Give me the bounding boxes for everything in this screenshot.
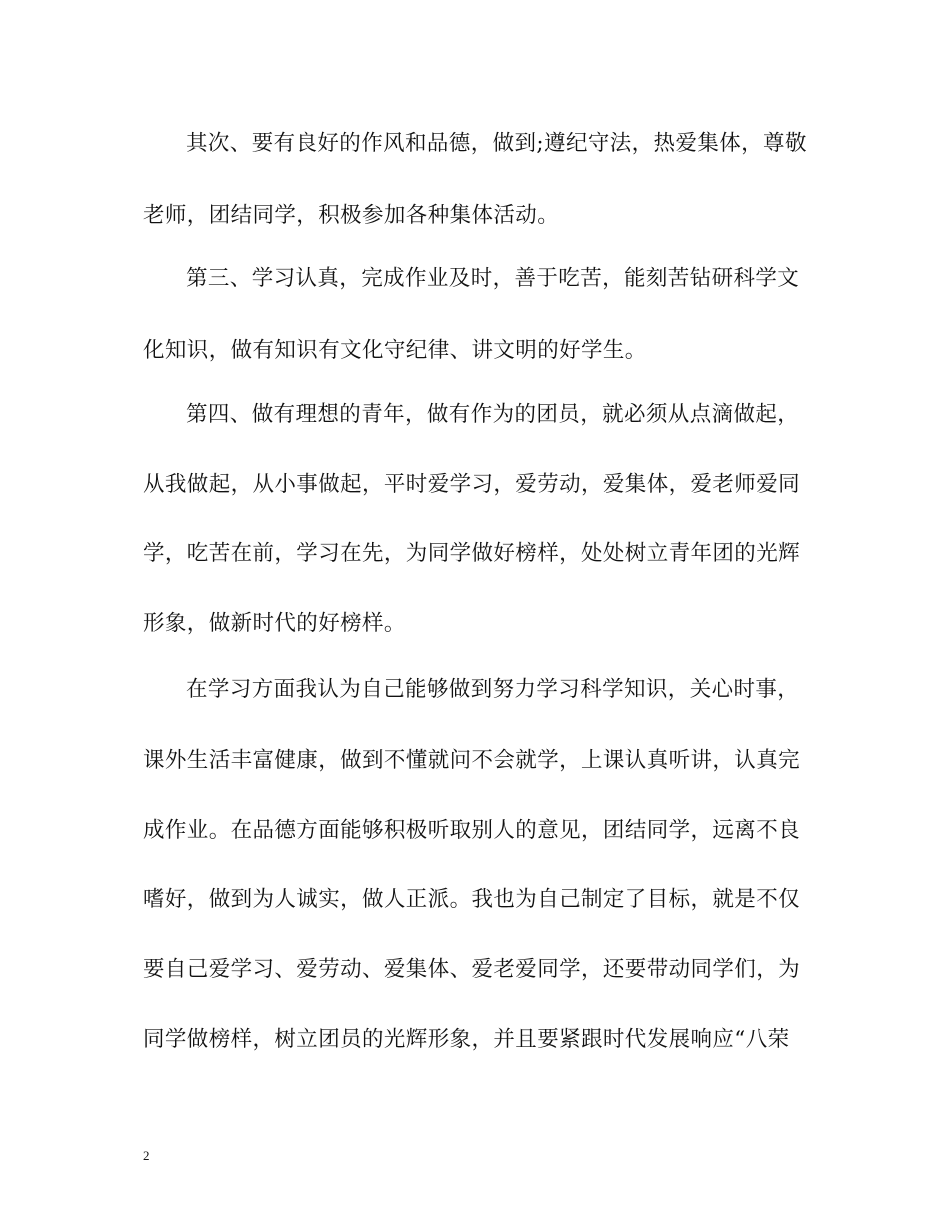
text-line: 其次、要有良好的作风和品德，做到;遵纪守法，热爱集体，尊敬 [186,131,807,156]
text-line: 学，吃苦在前，学习在先，为同学做好榜样，处处树立青年团的光辉 [143,541,801,566]
text-line: 课外生活丰富健康，做到不懂就问不会就学，上课认真听讲，认真完 [143,748,801,773]
text-line: 成作业。在品德方面能够积极听取别人的意见，团结同学，远离不良 [143,818,801,843]
text-line: 嗜好，做到为人诚实，做人正派。我也为自己制定了目标，就是不仅 [143,887,801,912]
text-line: 老师，团结同学，积极参加各种集体活动。 [143,203,560,228]
text-line: 化知识，做有知识有文化守纪律、讲文明的好学生。 [143,338,647,363]
page-number: 2 [143,1148,150,1163]
text-line: 在学习方面我认为自己能够做到努力学习科学知识，关心时事， [186,677,800,702]
text-line: 形象，做新时代的好榜样。 [143,611,406,636]
text-line: 从我做起，从小事做起，平时爱学习，爱劳动，爱集体，爱老师爱同 [143,472,801,497]
text-line: 同学做榜样，树立团员的光辉形象，并且要紧跟时代发展响应“八荣 [143,1027,790,1052]
text-line: 第三、学习认真，完成作业及时，善于吃苦，能刻苦钻研科学文 [186,266,800,291]
text-line: 要自己爱学习、爱劳动、爱集体、爱老爱同学，还要带动同学们，为 [143,957,801,982]
text-line: 第四、做有理想的青年，做有作为的团员，就必须从点滴做起， [186,402,800,427]
